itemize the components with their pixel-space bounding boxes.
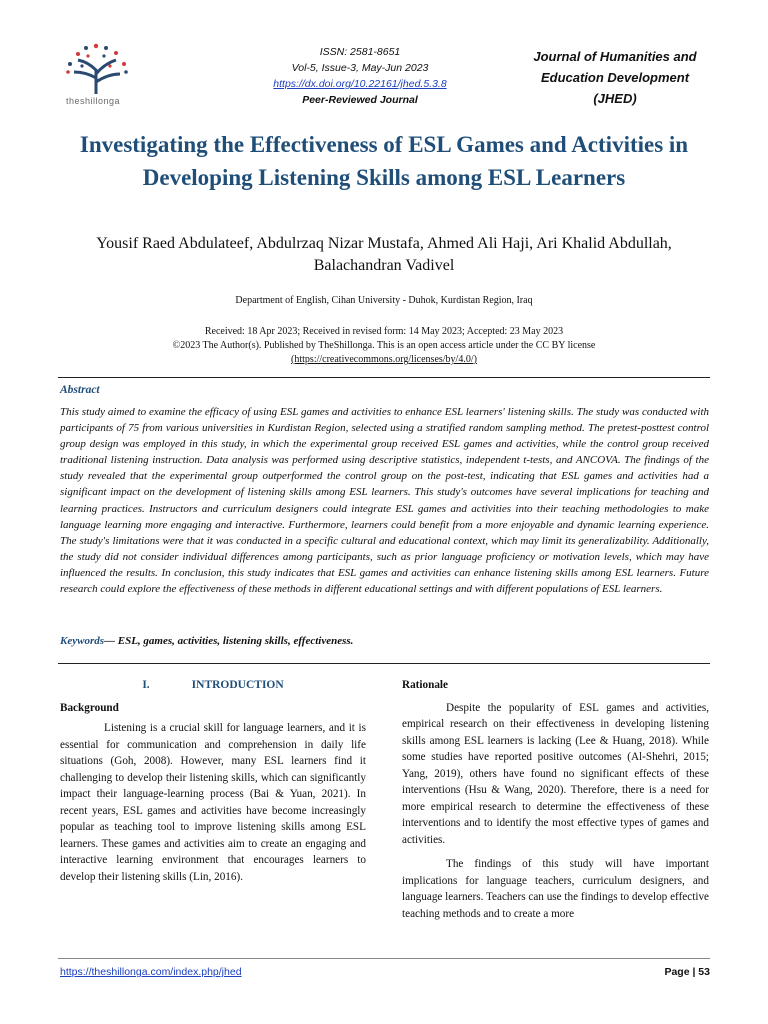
right-column (402, 677, 709, 930)
journal-url-link[interactable]: https://theshillonga.com/index.php/jhed (60, 966, 242, 978)
page-number: Page | 53 (664, 966, 710, 978)
logo-text: theshillonga (66, 96, 121, 106)
doi-link[interactable]: https://dx.doi.org/10.22161/jhed.5.3.8 (273, 78, 447, 90)
journal-name-line1: Journal of Humanities and (533, 49, 697, 64)
publication-info (60, 325, 708, 367)
subheading-rationale: Rationale (402, 679, 448, 691)
received-dates: Received: 18 Apr 2023; Received in revised form: 14 May 2023; Accepted: 23 May 2023 (204, 326, 564, 337)
background-paragraph: Listening is a crucial skill for language learners, and it is essential for communication and comprehension in daily life situations (Goh, 2008). However, many ESL learners find it challenging to develop their listening skills, which can significantly impact their language-learning process (Bai & Yuan, 2021). In recent years, ESL games and activities have become increasingly popular as teaching tool to improve listening skills among ESL learners. These games and activities aim to create an engaging and interactive learning environment that encourages learners to develop their listening skills (Lin, 2016). (60, 722, 366, 883)
abstract-heading: Abstract (60, 384, 100, 396)
keywords-label: Keywords (60, 635, 104, 647)
section-number: I. (142, 679, 150, 691)
issn: ISSN: 2581-8651 (319, 46, 401, 58)
section-title: INTRODUCTION (191, 679, 284, 691)
footer-divider (58, 958, 710, 959)
author-list: Yousif Raed Abdulateef, Abdulrzaq Nizar Mustafa, Ahmed Ali Haji, Ari Khalid Abdullah, Balachandran Vadivel (96, 235, 672, 274)
volume-issue: Vol-5, Issue-3, May-Jun 2023 (291, 62, 429, 74)
affiliation: Department of English, Cihan University - Duhok, Kurdistan Region, Iraq (235, 295, 533, 306)
peer-reviewed-label: Peer-Reviewed Journal (302, 94, 418, 106)
subheading-background: Background (60, 701, 119, 714)
keywords-list: — ESL, games, activities, listening skills, effectiveness. (104, 635, 354, 647)
divider-top (58, 377, 710, 378)
journal-meta (230, 44, 490, 108)
abstract-text: This study aimed to examine the efficacy of using ESL games and activities to enhance ESL learners' listening skills. The study was conducted with participants of 75 from various universities in Kurdistan Region, selected using a stratified random sampling method. The pretest-posttest control group design was employed in this study, in which the experimental group received ESL games and activities, while the control group received traditional listening instruction. Data analysis was performed using descriptive statistics, independent t-tests, and ANCOVA. The findings of the study revealed that the experimental group outperformed the control group on the post-test, indicating that ESL games and activities had a significant impact on the development of listening skills among ESL learners. This study's outcomes have several implications for teaching and learning practices. Instructors and curriculum designers could integrate ESL games and activities into their teaching methodologies to make language learning more engaging and interactive. Furthermore, learners could benefit from a more enjoyable and dynamic learning experience. The study's limitations were that it was conducted in a specific cultural and educational context, which may limit its generalizability. Additionally, the study did not consider individual differences among participants, such as prior language proficiency or motivation levels, which may have influenced the results. In conclusion, this study indicates that ESL games and activities can enhance listening skills among ESL learners. Future research could explore the effectiveness of these methods in different educational settings and with different populations of ESL learners. (60, 406, 709, 596)
left-column (60, 677, 366, 893)
journal-logo (58, 38, 148, 110)
divider-bottom (58, 663, 710, 664)
rationale-paragraph-1: Despite the popularity of ESL games and activities, empirical research on their effectiveness in developing listening skills among ESL learners is lacking (Lee & Huang, 2018). While some studies have reported positive outcomes (Al-Shehri, 2015; Yang, 2019), others have found no significant effects of these interventions (Hsu & Wang, 2020). Therefore, there is a need for more empirical research to determine the effectiveness of these interventions and to identify the most effective types of games and activities. (402, 701, 709, 846)
article-title: Investigating the Effectiveness of ESL Games and Activities in Developing Listening Skills among ESL Learners (79, 132, 689, 190)
section-heading (60, 677, 366, 694)
rationale-paragraph-2: The findings of this study will have important implications for language teachers, curriculum designers, and language learners. Teachers can use the findings to develop effective teaching methods and to create a more (402, 858, 709, 920)
journal-name-line3: (JHED) (593, 91, 637, 106)
copyright-notice: ©2023 The Author(s). Published by TheShillonga. This is an open access article under the CC BY license (172, 340, 596, 351)
journal-name (520, 46, 710, 109)
tree-logo-icon (58, 38, 138, 96)
license-link[interactable]: (https://creativecommons.org/licenses/by/4.0/) (291, 354, 477, 365)
keywords (60, 635, 709, 647)
journal-name-line2: Education Development (540, 70, 690, 85)
